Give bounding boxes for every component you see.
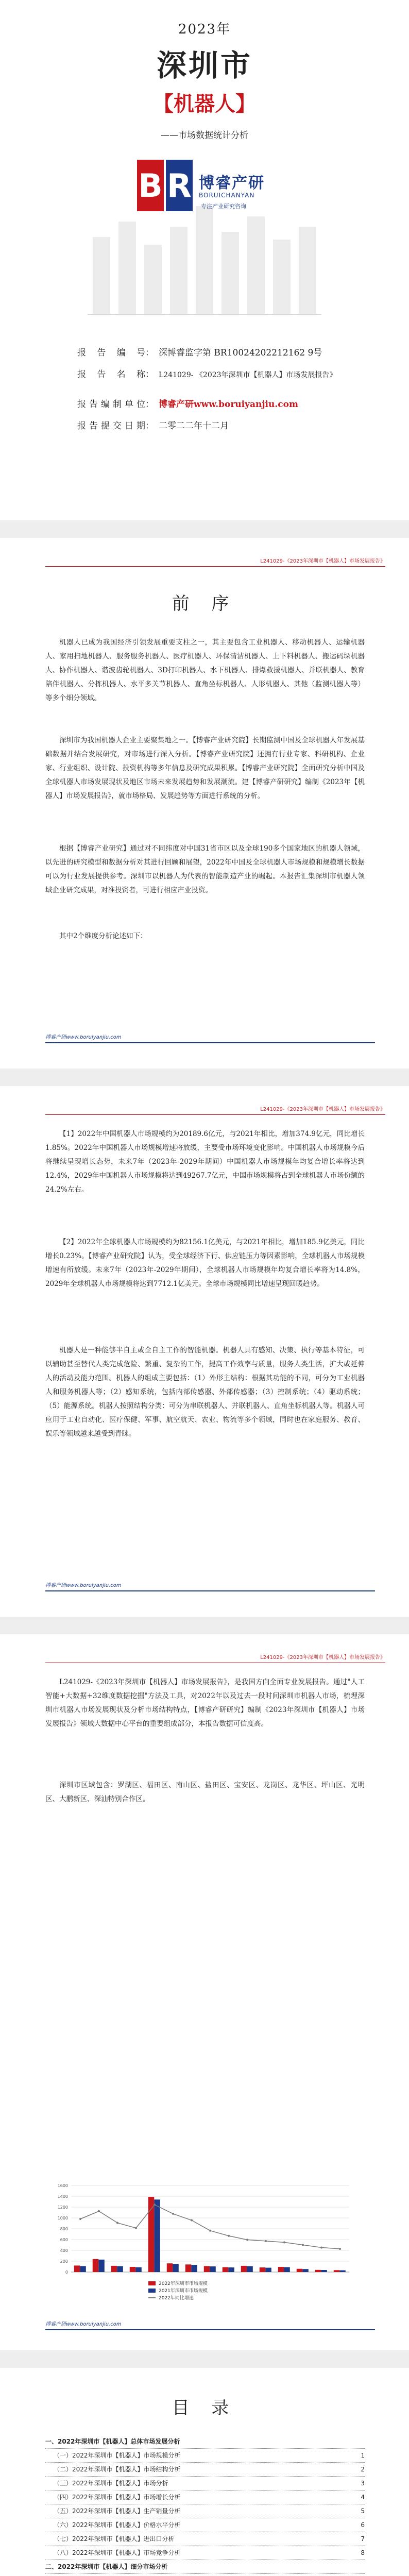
toc-text: （八）2022年深圳市【机器人】市场竞争分析 (54, 2549, 183, 2556)
meta-value: 深博睿监字第 BR10024202212162 9号 (159, 348, 322, 358)
district-paragraph: 深圳市区域包含：罗湖区、福田区、南山区、盐田区、宝安区、龙岗区、龙华区、坪山区、光明区、大鹏新区、深汕特别合作区。 (45, 1781, 365, 1803)
chart-bar (135, 2267, 142, 2272)
chart-line-series (80, 2205, 340, 2249)
toc-page (0, 2368, 409, 2576)
chart-bar (228, 2267, 234, 2272)
meta-report-date: 报告提交日期： 二零二二年十二月 (77, 418, 229, 431)
toc-text: （七）2022年深圳市【机器人】进出口分析 (54, 2535, 177, 2543)
meta-value[interactable]: 博睿产研www.boruiyanjiu.com (159, 399, 298, 410)
chart-bar (74, 2265, 80, 2272)
toc-item[interactable] (45, 2574, 365, 2576)
cover-year: 2023年 (178, 22, 231, 37)
cover-subtitle: ——市场数据统计分析 (161, 130, 248, 141)
chart-point (172, 2213, 174, 2215)
chart-legend-label: 2021年深圳市市场规模 (159, 2289, 208, 2294)
chart-y-tick-label: 400 (60, 2248, 68, 2253)
chart-bar (297, 2269, 303, 2272)
toc-title: 目 录 (172, 2398, 237, 2418)
toc-item[interactable] (45, 2504, 365, 2518)
toc-item[interactable] (45, 2518, 365, 2532)
cover-page (0, 0, 409, 520)
preface-page (0, 538, 409, 1069)
running-header: L241029-《2023年深圳市【机器人】市场发展报告》 (45, 1105, 385, 1115)
page-separator (0, 1617, 409, 1634)
chart-bar (98, 2260, 105, 2272)
chart-bar (130, 2267, 136, 2272)
toc-item[interactable] (45, 2490, 365, 2504)
toc-page-number: 5 (359, 2504, 365, 2518)
svg-text:R: R (167, 167, 192, 205)
toc-section[interactable] (45, 2435, 365, 2449)
chart-bar (247, 2266, 253, 2272)
chart-bar (173, 2264, 179, 2272)
chart-point (79, 2218, 81, 2220)
toc-page-number: 8 (359, 2546, 365, 2560)
running-header: L241029-《2023年深圳市【机器人】市场发展报告》 (45, 1653, 385, 1663)
meta-label: 报告名称 (77, 369, 145, 380)
meta-label: 报告编号 (77, 348, 145, 358)
toc-item[interactable] (45, 2546, 365, 2560)
toc-text: （三）2022年深圳市【机器人】市场分析 (54, 2480, 171, 2487)
logo-tagline: 专注产业研究咨询 (201, 203, 246, 210)
cover-industry: 【机器人】 (153, 92, 256, 116)
toc-text: （二）2022年深圳市【机器人】市场结构分析 (54, 2466, 183, 2473)
toc-item[interactable] (45, 2449, 365, 2463)
robot-definition-paragraph: 机器人是一种能够半自主或全自主工作的智能机器。机器人具有感知、决策、执行等基本特征，可以辅助甚至替代人类完成危险、繁重、复杂的工作，提高工作效率与质量，服务人类生活，扩大或延伸人的活动及能力范围。机器人的组成主要包括：（1）外形主结构：根据其功能的不同，可分为工业机器人和服务机器人等；（2）感知系统，包括内部传感器、外部传感器；（3）控制系统；（4）驱动系统；（5）能源系统。机器人按照结构分类：可分为串联机器人、并联机器人、直角坐标机器人等。机器人可应用于工业自动化、医疗保健、军事、航空航天、农业、物流等多个领域，同时也在家庭服务、教育、娱乐等领域越来越受到青睐。 (45, 1346, 365, 1438)
chart-point (191, 2219, 193, 2222)
chart-point (116, 2222, 118, 2224)
chart-legend-label: 2022年同比增速 (159, 2296, 194, 2301)
chart-y-tick-label: 1000 (57, 2216, 68, 2221)
chart-bar (284, 2267, 290, 2272)
toc-text: （六）2022年深圳市【机器人】价格水平分析 (54, 2521, 183, 2529)
chart-bar (93, 2259, 99, 2272)
chart-point (283, 2241, 285, 2243)
chart-point (339, 2248, 341, 2250)
chart-bar (210, 2266, 216, 2272)
toc-page-number: 6 (359, 2518, 365, 2532)
toc-text: （五）2022年深圳市【机器人】生产销量分析 (54, 2507, 183, 2515)
chart-point (135, 2227, 137, 2229)
toc-text: 二、2022年深圳市【机器人】细分市场分析 (45, 2563, 169, 2570)
chart-legend-swatch (148, 2289, 156, 2293)
running-header: L241029-《2023年深圳市【机器人】市场发展报告》 (45, 556, 385, 567)
chart-bar (117, 2266, 123, 2272)
chart-legend-label: 2022年深圳市市场规模 (159, 2281, 208, 2286)
preface-paragraph: 深圳市为我国机器人企业主要聚集地之一。【博睿产业研究院】长期监测中国及全球机器人年发展基础数据并结合发展研究，对市场进行深入分析。【博睿产业研究院】还拥有行业专家、科研机构、企业家、行业组织、设计院、投资机构等多年信息及研究成果积累。【博睿产业研究院】全面研究分析中国及全球机器人市场发展现状及地区市场未来发展趋势和发展潮流。建【博睿产研研究】编制《2023年【机器人】市场发展报告》，就市场格局、发展趋势等方面进行系统的分析。 (45, 736, 365, 800)
content-page (0, 1086, 409, 1617)
chart-bar (167, 2263, 173, 2272)
toc-item[interactable] (45, 2532, 365, 2546)
toc-text: 一、2022年深圳市【机器人】总体市场发展分析 (45, 2438, 182, 2445)
meta-report-org: 报告编制单位： 博睿产研www.boruiyanjiu.com (77, 397, 298, 410)
chart-y-tick-label: 1600 (57, 2183, 68, 2188)
preface-title: 前 序 (172, 594, 237, 614)
toc-page-number: 7 (359, 2532, 365, 2546)
logo-english-name: BORUICHANYAN (199, 192, 255, 199)
toc-item[interactable] (45, 2463, 365, 2477)
chart-bar (241, 2266, 247, 2272)
chart-point (209, 2230, 211, 2232)
chart-bar (111, 2266, 117, 2272)
page-separator (0, 2350, 409, 2368)
br-logo-icon (137, 155, 194, 216)
toc-text: （四）2022年深圳市【机器人】市场增长分析 (54, 2494, 183, 2501)
chart-point (246, 2239, 248, 2241)
logo-chinese-name: 博睿产研 (199, 174, 265, 192)
chart-y-tick-label: 1400 (57, 2194, 68, 2199)
page-separator (0, 1069, 409, 1086)
chart-bar (154, 2199, 160, 2272)
market-size-chart (45, 2179, 365, 2308)
chart-point (154, 2204, 156, 2206)
meta-value: 二零二二年十二月 (159, 421, 229, 431)
meta-value: L241029- 《2023年深圳市【机器人】市场发展报告》 (159, 371, 337, 379)
toc-page-number: 3 (359, 2477, 365, 2490)
chart-bar (315, 2270, 321, 2272)
meta-label: 报告编制单位 (77, 399, 145, 410)
chart-bar (260, 2267, 266, 2272)
chart-y-tick-label: 0 (65, 2270, 68, 2275)
toc-page-number: 1 (359, 2449, 365, 2462)
chart-bar (191, 2265, 197, 2272)
chart-bar (278, 2267, 284, 2272)
toc-page-number: 2 (359, 2463, 365, 2476)
chart-bar (80, 2266, 86, 2272)
toc-page-number (359, 2574, 365, 2576)
cover-city: 深圳市 (156, 48, 252, 83)
chart-point (98, 2210, 100, 2212)
chart-bar (148, 2197, 155, 2272)
meta-report-name: 报告名称： L241029- 《2023年深圳市【机器人】市场发展报告》 (77, 367, 375, 380)
chart-y-tick-label: 200 (60, 2259, 68, 2264)
chart-bar (185, 2264, 192, 2272)
toc-page-number: 4 (359, 2490, 365, 2504)
preface-paragraph: 其中2个维度分析论述如下： (59, 932, 147, 940)
page-separator (0, 520, 409, 538)
chart-legend-swatch (148, 2281, 156, 2285)
chart-point (320, 2246, 322, 2248)
chart-bar (265, 2268, 271, 2272)
chart-y-tick-label: 1200 (57, 2205, 68, 2210)
chart-bar (339, 2270, 346, 2272)
meta-label: 报告提交日期 (77, 421, 145, 431)
chart-y-tick-label: 600 (60, 2238, 68, 2242)
report-intro-paragraph: L241029-《2023年深圳市【机器人】市场发展报告》，是我国方向全面专业发展报告。通过"人工智能+大数据+32维度数据挖掘"方法及工具，对2022年以及过去一段时间深圳市机器人市场，梳理深圳市机器人市场发展现状及分析市场结构特点，【博睿产研研究】编制《2023年深圳市【机器人】市场发展报告》领域大数据中心平台的重要组成部分，本报告数据可信度高。 (45, 1678, 365, 1728)
chart-bar (321, 2270, 327, 2272)
chart-bar (302, 2269, 309, 2272)
chart-y-tick-label: 800 (60, 2227, 68, 2231)
chart-point (265, 2240, 267, 2242)
running-footer: 博睿产研www.boruiyanjiu.com (45, 1032, 375, 1043)
table-of-contents (45, 2435, 365, 2576)
svg-text:B: B (138, 167, 163, 205)
running-footer: 博睿产研www.boruiyanjiu.com (45, 1581, 375, 1591)
toc-item[interactable] (45, 2477, 365, 2490)
market-paragraph-global: 【2】2022年全球机器人市场规模约为82156.1亿美元，与2021年相比，增加185.9亿美元，同比增长0.23%。【博睿产业研究院】认为，受全球经济下行、供应链压力等因素影响，全球机器人市场规模增速有所放缓。未来7年（2023年-2029年期间），全球机器人市场规模年均复合增长率将为14.8%，2029年全球机器人市场规模将达到7712.1亿美元。全球市场规模同比增速呈现回暖趋势。 (45, 1238, 365, 1288)
chart-point (302, 2244, 304, 2246)
chart-bar (223, 2267, 229, 2272)
toc-text: （一）2022年深圳市【机器人】市场规模分析 (54, 2452, 183, 2459)
running-footer: 博睿产研www.boruiyanjiu.com (45, 2319, 375, 2330)
chart-bar (334, 2270, 340, 2272)
preface-paragraph: 机器人已成为我国经济引领发展重要支柱之一，其主要包含工业机器人、移动机器人、运输机器人、家用扫地机器人、服务服务机器人、医疗机器人、环保清洁机器人、上下料机器人、搬运码垛机器人、协作机器人、谐波齿轮机器人、3D打印机器人、水下机器人、排爆救援机器人、并联机器人、教育陪伴机器人、分拣机器人、水平多关节机器人、直角坐标机器人、人形机器人、其他（监测机器人等）等多个细分领域。 (45, 638, 365, 702)
meta-report-number: 报告编号： 深博睿监字第 BR10024202212162 9号 (77, 345, 322, 358)
company-logo (137, 155, 292, 227)
toc-section[interactable] (45, 2560, 365, 2574)
market-paragraph-china: 【1】2022年中国机器人市场规模约为20189.6亿元，与2021年相比，增加374.9亿元，同比增长1.85%。2022年中国机器人市场规模增速将放缓，主要受市场环境变化影响。中国机器人市场规模今后将继续呈现增长态势，未来7年（2023年-2029年期间）中国机器人市场规模年均复合增长率将达到12.4%，2029年中国机器人市场规模将达到49267.7亿元，中国市场规模将占到全球机器人市场份额的24.2%左右。 (45, 1130, 365, 1194)
preface-paragraph: 根据【博睿产业研究】通过对不同纬度对中国31省市区以及全球190多个国家地区的机器人领域，以先进的研究模型和数据分析对其进行回顾和展望，2022年中国及全球机器人市场规模和规模增长数据可以为行业发展提供参考。深圳市以机器人为代表的智能制造产业的崛起。本报告汇集深圳市机器人领域企业研究成果，对准投资者，可进行相应产业投资。 (45, 844, 365, 894)
chart-point (228, 2235, 230, 2237)
chart-bar (204, 2266, 210, 2272)
